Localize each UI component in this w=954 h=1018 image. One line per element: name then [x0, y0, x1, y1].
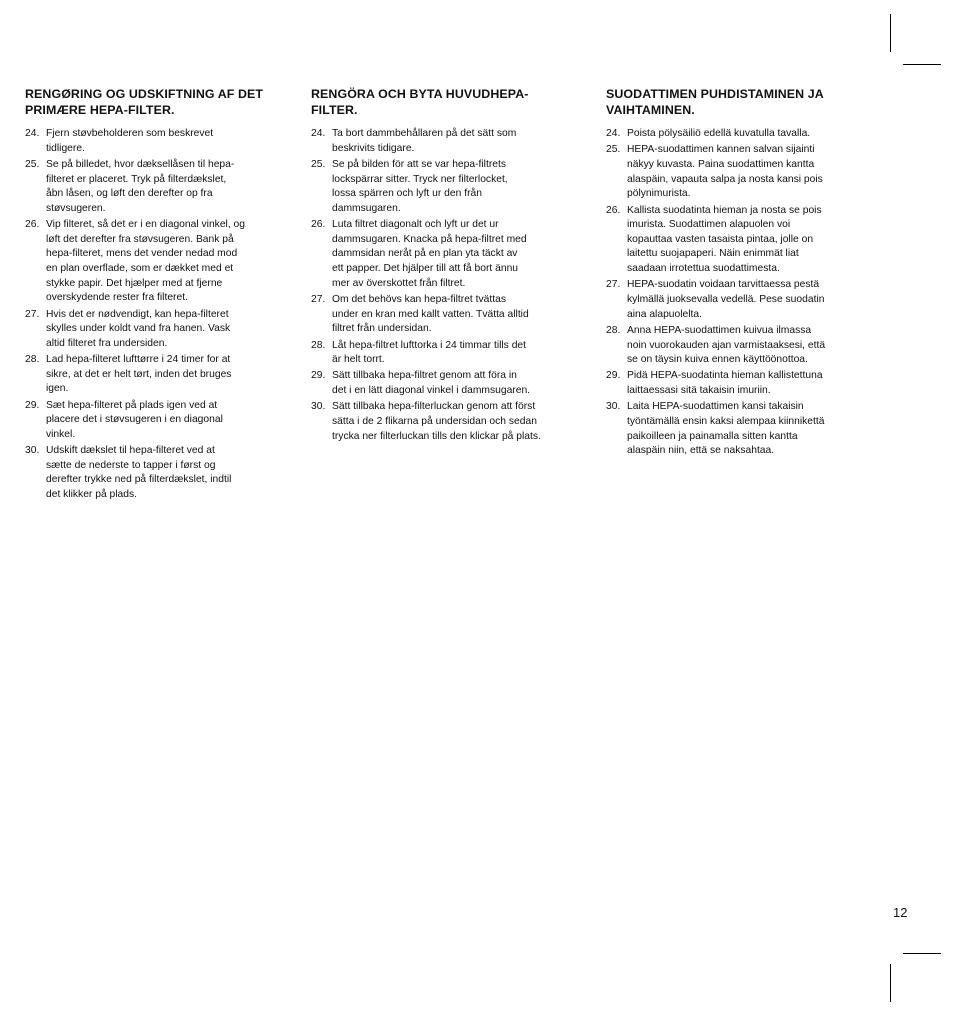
step-text-line: filtret från undersidan. — [332, 323, 432, 335]
list-item — [311, 127, 576, 156]
step-number: 29. — [311, 370, 326, 382]
step-text-line: altid filteret fra undersiden. — [46, 337, 168, 349]
step-text-line: pölynimurista. — [627, 188, 691, 200]
list-item — [25, 353, 290, 397]
list-item — [25, 158, 290, 216]
step-text-line: Hvis det er nødvendigt, kan hepa-filteret — [46, 308, 229, 320]
step-text-line: Se på bilden för att se var hepa-filtrets — [332, 158, 506, 170]
section-heading — [606, 86, 876, 118]
step-text-line: placere det i støvsugeren i en diagonal — [46, 414, 223, 426]
step-text-line: HEPA-suodatin voidaan tarvittaessa pestä — [627, 279, 820, 291]
step-number: 29. — [606, 370, 621, 382]
step-number: 24. — [25, 128, 40, 139]
step-text-line: noin vuorokauden ajan varmistaaksesi, että — [627, 339, 826, 351]
step-number: 24. — [606, 128, 621, 139]
step-text-line: aina alapuolelta. — [627, 308, 702, 320]
step-number: 28. — [311, 339, 326, 351]
step-text-line: løft det derefter fra støvsugeren. Bank på — [46, 233, 234, 245]
list-item — [606, 204, 876, 277]
step-number: 27. — [606, 279, 621, 291]
step-list — [25, 127, 290, 503]
step-text-line: under en kran med kallt vatten. Tvätta alltid — [332, 308, 529, 320]
step-text-line: trycka ner filterluckan tills den klickar på plats. — [332, 430, 541, 442]
step-text-line: Sätt tillbaka hepa-filtret genom att föra in — [332, 370, 517, 382]
step-text-line: är helt torrt. — [332, 354, 385, 366]
step-text-line: sætte de nederste to tapper i først og — [46, 459, 216, 471]
step-text-line: Om det behövs kan hepa-filtret tvättas — [332, 293, 506, 305]
step-number: 30. — [25, 445, 40, 457]
step-text-line: en plan overflade, som er dækket med et — [46, 262, 234, 274]
list-item — [311, 218, 576, 291]
list-item — [25, 218, 290, 306]
step-text-line: Poista pölysäiliö edellä kuvatulla tavalla. — [627, 128, 811, 139]
page-number: 12 — [893, 905, 908, 920]
step-text-line: Laita HEPA-suodattimen kansi takaisin — [627, 401, 804, 413]
step-text-line: Luta filtret diagonalt och lyft ur det ur — [332, 219, 499, 231]
step-text-line: igen. — [46, 383, 69, 395]
step-text-line: derefter trykke ned på filterdækslet, indtil — [46, 474, 232, 486]
step-text-line: alaspäin niin, että se naksahtaa. — [627, 445, 775, 457]
step-number: 25. — [606, 144, 621, 156]
list-item — [606, 400, 876, 458]
heading-line: RENGØRING OG UDSKIFTNING AF DET — [25, 87, 264, 101]
step-text-line: Låt hepa-filtret lufttorka i 24 timmar tills det — [332, 339, 527, 351]
step-text-line: kopauttaa vasten tasaista pintaa, jolle on — [627, 233, 814, 245]
step-text-line: vinkel. — [46, 428, 76, 440]
column-danish — [25, 86, 290, 504]
step-number: 26. — [311, 219, 326, 231]
step-text-line: det klikker på plads. — [46, 489, 138, 501]
list-item — [311, 369, 576, 398]
step-list — [311, 127, 576, 444]
step-number: 30. — [311, 401, 326, 413]
crop-mark-bottom-horizontal — [903, 953, 941, 954]
list-item — [606, 324, 876, 368]
step-text-line: Kallista suodatinta hieman ja nosta se pois — [627, 204, 822, 216]
step-number: 27. — [311, 293, 326, 305]
heading-line: VAIHTAMINEN. — [606, 103, 695, 117]
list-item — [606, 127, 876, 142]
step-number: 25. — [311, 158, 326, 170]
heading-line: SUODATTIMEN PUHDISTAMINEN JA — [606, 87, 824, 101]
step-text-line: hepa-filteret, mens det vender nedad mod — [46, 248, 238, 260]
step-text-line: beskrivits tidigare. — [332, 142, 415, 154]
step-number: 28. — [606, 324, 621, 336]
step-text-line: saadaan irrotettua suodattimesta. — [627, 262, 780, 274]
list-item — [25, 444, 290, 502]
crop-mark-top-vertical — [890, 14, 891, 52]
step-text-line: sätta i de 2 flikarna på undersidan och sedan — [332, 416, 537, 428]
step-text-line: paikoilleen ja painamalla sitten kantta — [627, 430, 798, 442]
section-heading — [311, 86, 576, 118]
step-number: 28. — [25, 354, 40, 366]
crop-mark-top-horizontal — [903, 64, 941, 65]
step-number: 29. — [25, 399, 40, 411]
step-text-line: mer av överskottet från filtret. — [332, 277, 466, 289]
step-text-line: Udskift dækslet til hepa-filteret ved at — [46, 445, 215, 457]
heading-line: RENGÖRA OCH BYTA HUVUDHEPA- — [311, 87, 529, 101]
step-number: 26. — [25, 219, 40, 231]
step-number: 27. — [25, 308, 40, 320]
list-item — [606, 143, 876, 201]
step-text-line: imurista. Suodattimen alapuolen voi — [627, 219, 791, 231]
step-text-line: Se på billedet, hvor dæksellåsen til hepa- — [46, 158, 235, 170]
step-number: 30. — [606, 401, 621, 413]
list-item — [311, 293, 576, 337]
step-text-line: stykke papir. Det hjælper med at fjerne — [46, 277, 223, 289]
list-item — [606, 369, 876, 398]
step-number: 24. — [311, 128, 326, 139]
step-text-line: dammsugaren. — [332, 202, 401, 214]
section-heading — [25, 86, 290, 118]
step-text-line: dammsidan neråt på en plan yta täckt av — [332, 248, 518, 260]
list-item — [311, 339, 576, 368]
step-text-line: laittaessasi sitä takaisin imuriin. — [627, 385, 771, 397]
step-text-line: ett papper. Det hjälper till att få bort ännu — [332, 262, 519, 274]
step-text-line: filteret er placeret. Tryk på filterdækslet, — [46, 173, 227, 185]
step-text-line: sikre, at det er helt tørt, inden det bruges — [46, 368, 232, 380]
step-text-line: se on täysin kuiva ennen käyttöönottoa. — [627, 354, 808, 366]
heading-line: PRIMÆRE HEPA-FILTER. — [25, 103, 175, 117]
step-text-line: HEPA-suodattimen kannen salvan sijainti — [627, 144, 815, 156]
list-item — [25, 308, 290, 352]
step-text-line: Anna HEPA-suodattimen kuivua ilmassa — [627, 324, 812, 336]
step-text-line: dammsugaren. Knacka på hepa-filtret med — [332, 233, 527, 245]
step-text-line: skylles under koldt vand fra hanen. Vask — [46, 323, 231, 335]
step-text-line: Lad hepa-filteret lufttørre i 24 timer for at — [46, 354, 231, 366]
step-text-line: Ta bort dammbehållaren på det sätt som — [332, 128, 517, 139]
step-text-line: Sätt tillbaka hepa-filterluckan genom att först — [332, 401, 536, 413]
list-item — [25, 399, 290, 443]
step-text-line: kylmällä juoksevalla vedellä. Pese suodatin — [627, 293, 825, 305]
crop-mark-bottom-vertical — [890, 964, 891, 1002]
step-text-line: det i en lätt diagonal vinkel i dammsugaren. — [332, 385, 531, 397]
column-swedish — [311, 86, 576, 446]
step-text-line: tidligere. — [46, 142, 85, 154]
step-text-line: lockspärrar sitter. Tryck ner filterlocket, — [332, 173, 508, 185]
heading-line: FILTER. — [311, 103, 358, 117]
column-finnish — [606, 86, 876, 461]
list-item — [311, 400, 576, 444]
step-number: 26. — [606, 204, 621, 216]
list-item — [606, 278, 876, 322]
step-text-line: åbn låsen, og løft den derefter op fra — [46, 188, 213, 200]
step-text-line: Pidä HEPA-suodatinta hieman kallistettuna — [627, 370, 823, 382]
step-number: 25. — [25, 158, 40, 170]
step-text-line: laitettu suojapaperi. Näin enimmät liat — [627, 248, 799, 260]
list-item — [311, 158, 576, 216]
step-list — [606, 127, 876, 459]
step-text-line: lossa spärren och lyft ur den från — [332, 188, 482, 200]
step-text-line: Vip filteret, så det er i en diagonal vinkel, og — [46, 219, 246, 231]
step-text-line: Sæt hepa-filteret på plads igen ved at — [46, 399, 218, 411]
step-text-line: alaspäin, vapauta salpa ja nosta kansi pois — [627, 173, 823, 185]
step-text-line: overskydende rester fra filteret. — [46, 292, 188, 304]
step-text-line: työntämällä ensin kaksi alempaa kiinnikettä — [627, 416, 825, 428]
step-text-line: näkyy kuvasta. Paina suodattimen kantta — [627, 158, 815, 170]
step-text-line: Fjern støvbeholderen som beskrevet — [46, 128, 214, 139]
list-item — [25, 127, 290, 156]
step-text-line: støvsugeren. — [46, 202, 106, 214]
